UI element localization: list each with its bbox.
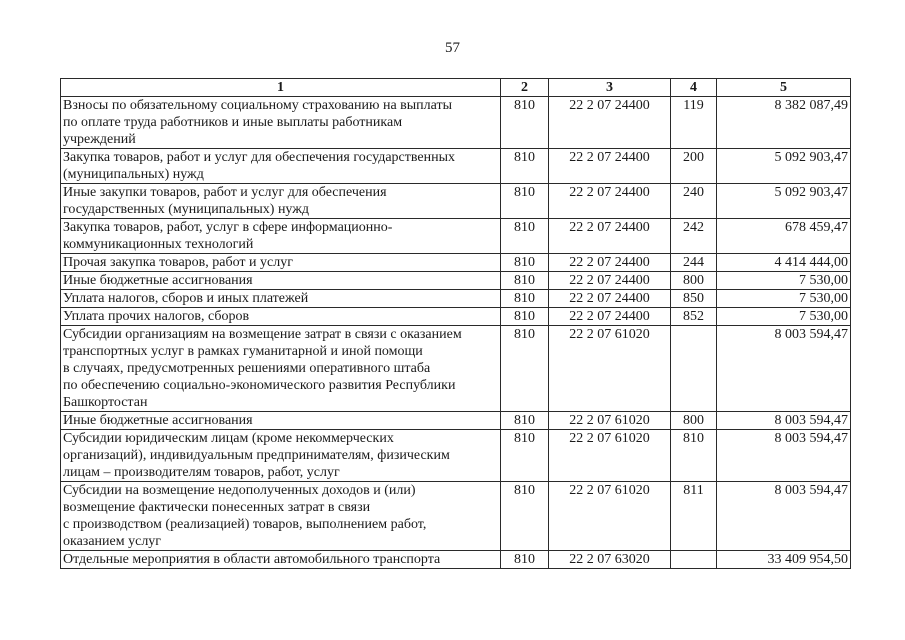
header-col-4: 4 bbox=[671, 79, 717, 97]
row-amount: 678 459,47 bbox=[717, 219, 851, 254]
row-amount: 8 382 087,49 bbox=[717, 97, 851, 149]
row-amount: 7 530,00 bbox=[717, 290, 851, 308]
row-name-line: Иные закупки товаров, работ и услуг для обеспечения bbox=[63, 185, 387, 200]
row-name-line: оказанием услуг bbox=[63, 534, 162, 549]
header-row bbox=[61, 79, 851, 97]
row-name-line: Прочая закупка товаров, работ и услуг bbox=[63, 255, 293, 270]
row-amount: 5 092 903,47 bbox=[717, 184, 851, 219]
header-col-2: 2 bbox=[501, 79, 549, 97]
row-name-line: в случаях, предусмотренных решениями оперативного штаба bbox=[63, 361, 431, 376]
row-department-code: 810 bbox=[501, 412, 549, 430]
row-expense-type-code bbox=[671, 551, 717, 569]
row-target-article-code: 22 2 07 24400 bbox=[549, 219, 671, 254]
row-expense-type-code bbox=[671, 326, 717, 412]
row-target-article-code: 22 2 07 61020 bbox=[549, 430, 671, 482]
row-department-code: 810 bbox=[501, 430, 549, 482]
row-name-line: Субсидии организациям на возмещение затрат в связи с оказанием bbox=[63, 327, 462, 342]
row-expense-type-code: 811 bbox=[671, 482, 717, 551]
row-name-line: Иные бюджетные ассигнования bbox=[63, 413, 253, 428]
row-name-line: Закупка товаров, работ, услуг в сфере информационно- bbox=[63, 220, 393, 235]
row-name-cell bbox=[61, 219, 501, 254]
table-row bbox=[61, 290, 851, 308]
row-expense-type-code: 800 bbox=[671, 272, 717, 290]
row-name-cell bbox=[61, 482, 501, 551]
row-department-code: 810 bbox=[501, 184, 549, 219]
row-name-cell bbox=[61, 430, 501, 482]
table-row bbox=[61, 219, 851, 254]
row-target-article-code: 22 2 07 24400 bbox=[549, 254, 671, 272]
table-row bbox=[61, 97, 851, 149]
row-amount: 8 003 594,47 bbox=[717, 326, 851, 412]
table-row bbox=[61, 551, 851, 569]
row-name-line: Закупка товаров, работ и услуг для обеспечения государственных bbox=[63, 150, 456, 165]
row-expense-type-code: 244 bbox=[671, 254, 717, 272]
row-name-cell bbox=[61, 551, 501, 569]
row-expense-type-code: 810 bbox=[671, 430, 717, 482]
row-target-article-code: 22 2 07 24400 bbox=[549, 290, 671, 308]
row-target-article-code: 22 2 07 24400 bbox=[549, 308, 671, 326]
row-department-code: 810 bbox=[501, 219, 549, 254]
table-row bbox=[61, 272, 851, 290]
table-row bbox=[61, 308, 851, 326]
row-target-article-code: 22 2 07 24400 bbox=[549, 184, 671, 219]
row-expense-type-code: 240 bbox=[671, 184, 717, 219]
row-target-article-code: 22 2 07 61020 bbox=[549, 412, 671, 430]
row-amount: 8 003 594,47 bbox=[717, 430, 851, 482]
row-target-article-code: 22 2 07 24400 bbox=[549, 149, 671, 184]
row-name-line: организаций), индивидуальным предпринимателям, физическим bbox=[63, 448, 450, 463]
row-name-line: государственных (муниципальных) нужд bbox=[63, 202, 310, 217]
row-name-line: Башкортостан bbox=[63, 395, 148, 410]
row-name-line: Уплата прочих налогов, сборов bbox=[63, 309, 250, 324]
row-department-code: 810 bbox=[501, 551, 549, 569]
table-body bbox=[61, 97, 851, 569]
row-name-line: Иные бюджетные ассигнования bbox=[63, 273, 253, 288]
row-name-cell bbox=[61, 149, 501, 184]
row-department-code: 810 bbox=[501, 149, 549, 184]
row-department-code: 810 bbox=[501, 482, 549, 551]
row-expense-type-code: 200 bbox=[671, 149, 717, 184]
row-expense-type-code: 119 bbox=[671, 97, 717, 149]
row-name-line: по обеспечению социально-экономического развития Республики bbox=[63, 378, 456, 393]
row-name-line: коммуникационных технологий bbox=[63, 237, 254, 252]
row-name-line: с производством (реализацией) товаров, выполнением работ, bbox=[63, 517, 427, 532]
row-amount: 7 530,00 bbox=[717, 308, 851, 326]
row-department-code: 810 bbox=[501, 254, 549, 272]
row-expense-type-code: 800 bbox=[671, 412, 717, 430]
row-target-article-code: 22 2 07 24400 bbox=[549, 272, 671, 290]
row-name-line: (муниципальных) нужд bbox=[63, 167, 204, 182]
row-name-line: учреждений bbox=[63, 132, 136, 147]
row-target-article-code: 22 2 07 61020 bbox=[549, 326, 671, 412]
header-col-5: 5 bbox=[717, 79, 851, 97]
row-amount: 5 092 903,47 bbox=[717, 149, 851, 184]
row-amount: 8 003 594,47 bbox=[717, 412, 851, 430]
table-row bbox=[61, 482, 851, 551]
row-department-code: 810 bbox=[501, 290, 549, 308]
row-name-line: Уплата налогов, сборов и иных платежей bbox=[63, 291, 309, 306]
row-department-code: 810 bbox=[501, 272, 549, 290]
budget-table bbox=[60, 78, 851, 569]
row-department-code: 810 bbox=[501, 308, 549, 326]
row-name-cell bbox=[61, 97, 501, 149]
table-row bbox=[61, 412, 851, 430]
row-department-code: 810 bbox=[501, 326, 549, 412]
row-name-line: Отдельные мероприятия в области автомобильного транспорта bbox=[63, 552, 441, 567]
header-col-1: 1 bbox=[61, 79, 501, 97]
row-target-article-code: 22 2 07 24400 bbox=[549, 97, 671, 149]
table-row bbox=[61, 149, 851, 184]
row-name-line: Субсидии на возмещение недополученных доходов и (или) bbox=[63, 483, 416, 498]
row-target-article-code: 22 2 07 63020 bbox=[549, 551, 671, 569]
table-row bbox=[61, 430, 851, 482]
row-name-cell bbox=[61, 184, 501, 219]
row-name-cell bbox=[61, 412, 501, 430]
row-name-cell bbox=[61, 326, 501, 412]
row-expense-type-code: 242 bbox=[671, 219, 717, 254]
row-amount: 7 530,00 bbox=[717, 272, 851, 290]
row-amount: 33 409 954,50 bbox=[717, 551, 851, 569]
row-name-line: по оплате труда работников и иные выплаты работникам bbox=[63, 115, 403, 130]
row-expense-type-code: 850 bbox=[671, 290, 717, 308]
row-name-line: Взносы по обязательному социальному страхованию на выплаты bbox=[63, 98, 453, 113]
row-department-code: 810 bbox=[501, 97, 549, 149]
table-row bbox=[61, 184, 851, 219]
table-row bbox=[61, 254, 851, 272]
row-expense-type-code: 852 bbox=[671, 308, 717, 326]
row-name-cell bbox=[61, 272, 501, 290]
row-name-cell bbox=[61, 308, 501, 326]
row-name-line: лицам – производителям товаров, работ, услуг bbox=[63, 465, 340, 480]
row-target-article-code: 22 2 07 61020 bbox=[549, 482, 671, 551]
header-col-3: 3 bbox=[549, 79, 671, 97]
row-amount: 8 003 594,47 bbox=[717, 482, 851, 551]
row-name-cell bbox=[61, 254, 501, 272]
row-name-line: транспортных услуг в рамках гуманитарной и иной помощи bbox=[63, 344, 423, 359]
row-name-cell bbox=[61, 290, 501, 308]
row-name-line: Субсидии юридическим лицам (кроме некоммерческих bbox=[63, 431, 394, 446]
table-row bbox=[61, 326, 851, 412]
row-name-line: возмещение фактически понесенных затрат в связи bbox=[63, 500, 371, 515]
page-number: 57 bbox=[445, 40, 460, 56]
row-amount: 4 414 444,00 bbox=[717, 254, 851, 272]
